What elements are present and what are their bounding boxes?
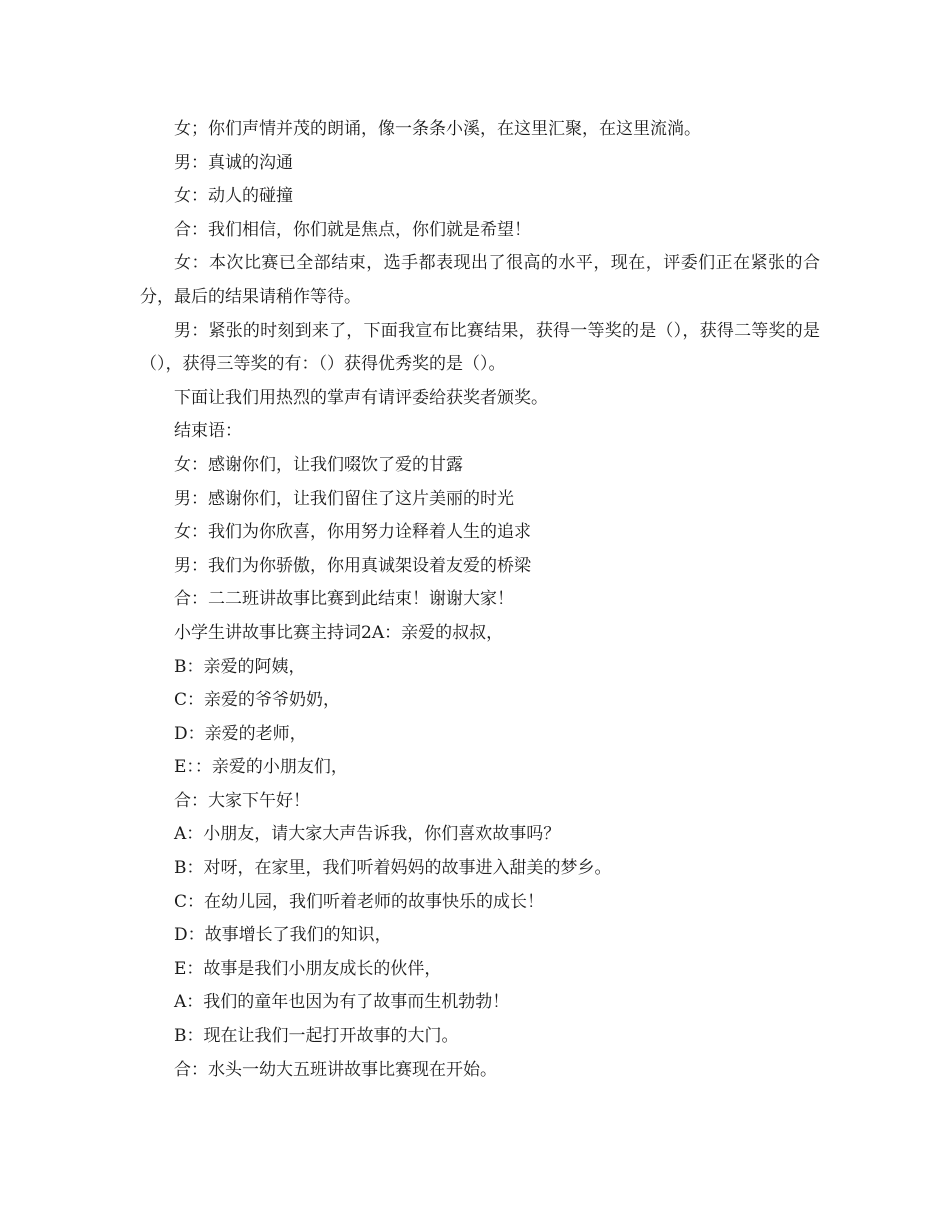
paragraph: 女：我们为你欣喜，你用努力诠释着人生的追求 — [174, 522, 531, 543]
paragraph: 女：感谢你们，让我们啜饮了爱的甘露 — [174, 454, 463, 475]
paragraph: D：亲爱的老师， — [174, 723, 307, 744]
paragraph: 男：真诚的沟通 — [174, 152, 293, 173]
paragraph: 女：动人的碰撞 — [174, 186, 293, 207]
paragraph: B：对呀，在家里，我们听着妈妈的故事进入甜美的梦乡。 — [174, 858, 612, 879]
paragraph: 合：二二班讲故事比赛到此结束！谢谢大家！ — [174, 589, 514, 610]
paragraph: 合：水头一幼大五班讲故事比赛现在开始。 — [174, 1059, 497, 1080]
paragraph: B：现在让我们一起打开故事的大门。 — [174, 1026, 459, 1047]
paragraph: D：故事增长了我们的知识， — [174, 925, 392, 946]
paragraph: 合：我们相信，你们就是焦点，你们就是希望！ — [174, 219, 531, 240]
paragraph: A：小朋友，请大家大声告诉我，你们喜欢故事吗？ — [174, 824, 561, 845]
paragraph: E：故事是我们小朋友成长的伙伴， — [174, 958, 442, 979]
paragraph: C：在幼儿园，我们听着老师的故事快乐的成长！ — [174, 891, 545, 912]
paragraph: C：亲爱的爷爷奶奶， — [174, 690, 341, 711]
paragraph: 结束语： — [174, 421, 242, 442]
paragraph: 下面让我们用热烈的掌声有请评委给获奖者颁奖。 — [174, 387, 548, 408]
paragraph: E：：亲爱的小朋友们， — [174, 757, 348, 778]
paragraph: 男：紧张的时刻到来了，下面我宣布比赛结果，获得一等奖的是（），获得二等奖的是（），获得三等奖的有：（）获得优秀奖的是（）。 — [140, 320, 820, 375]
paragraph: 女：本次比赛已全部结束，选手都表现出了很高的水平，现在，评委们正在紧张的合分，最后的结果请稍作等待。 — [140, 253, 820, 307]
paragraph: A：我们的童年也因为有了故事而生机勃勃！ — [174, 992, 510, 1013]
paragraph: B：亲爱的阿姨， — [174, 656, 306, 677]
paragraph: 男：感谢你们，让我们留住了这片美丽的时光 — [174, 488, 514, 509]
paragraph: 男：我们为你骄傲，你用真诚架设着友爱的桥梁 — [174, 555, 531, 576]
paragraph: 小学生讲故事比赛主持词2A：亲爱的叔叔， — [174, 622, 504, 643]
paragraph: 女；你们声情并茂的朗诵，像一条条小溪，在这里汇聚，在这里流淌。 — [174, 119, 701, 139]
document-body — [140, 113, 820, 1087]
paragraph: 合：大家下午好！ — [174, 790, 310, 811]
